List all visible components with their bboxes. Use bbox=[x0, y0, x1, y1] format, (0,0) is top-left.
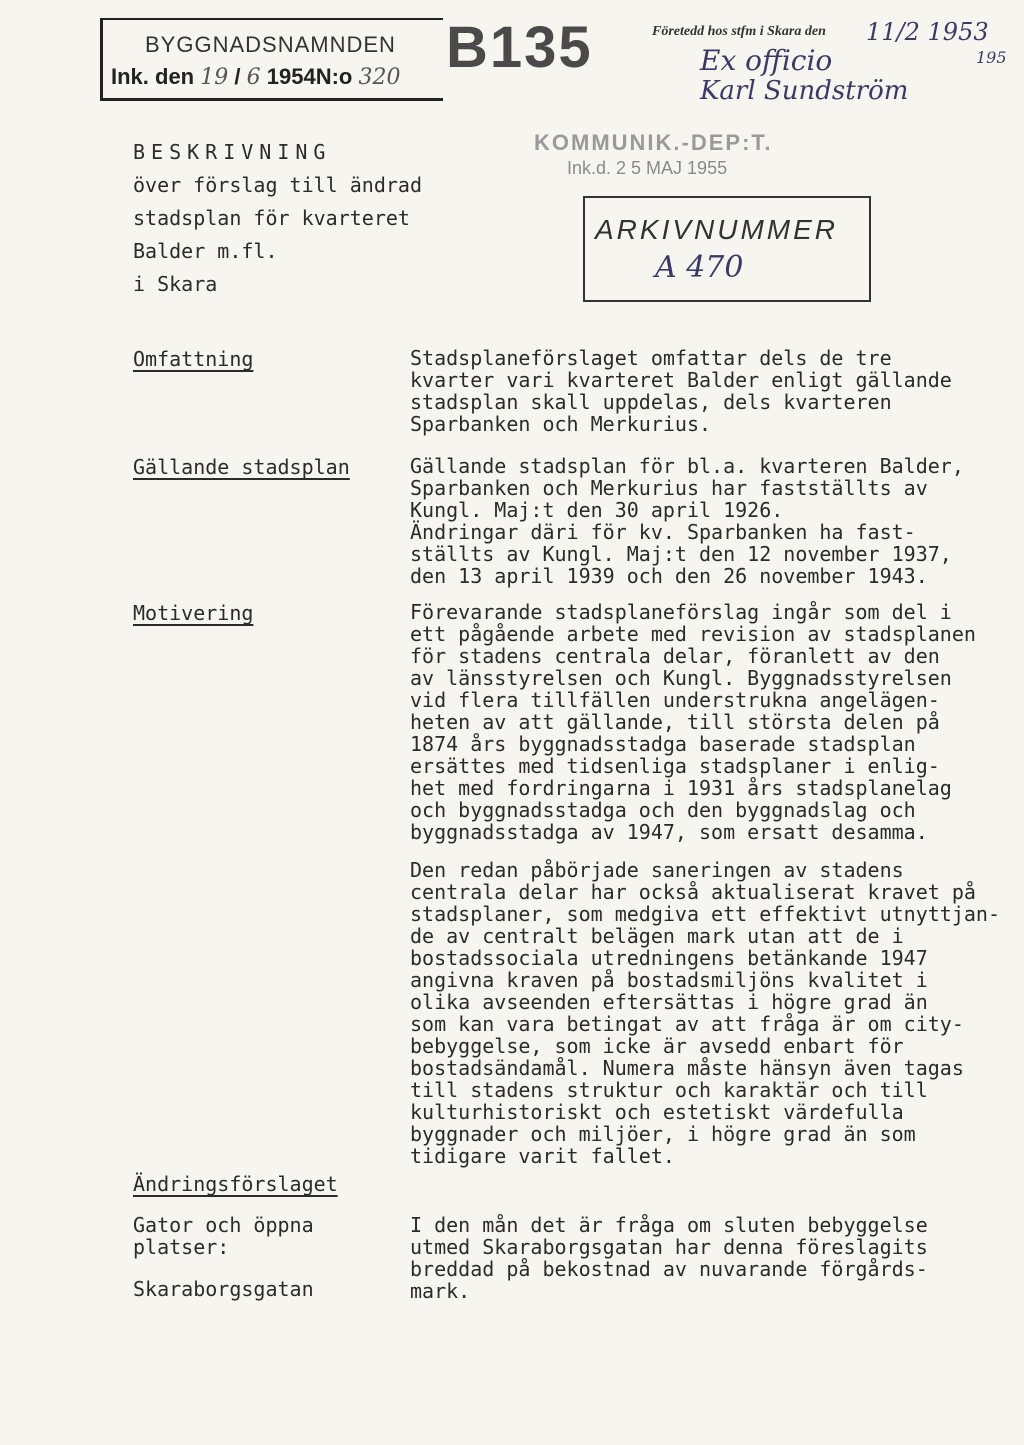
handwritten-number: 195 bbox=[976, 48, 1007, 67]
stamp-day: 19 bbox=[200, 65, 229, 90]
subsection-label-skaraborgsgatan: Skaraborgsgatan bbox=[133, 1277, 314, 1301]
handwritten-ex-officio: Ex officio bbox=[700, 44, 833, 77]
section-text-omfattning: Stadsplaneförslaget omfattar dels de tre kvarter vari kvarteret Balder enligt gällande stadsplan skall uppdelas, dels kvarteren Sparbanken och Merkurius. bbox=[410, 346, 952, 436]
arkivnummer-box bbox=[583, 196, 871, 302]
section-label-motivering: Motivering bbox=[133, 601, 254, 625]
title-heading: BESKRIVNING bbox=[133, 140, 332, 164]
handwritten-signature: Karl Sundström bbox=[700, 76, 909, 106]
stamp-org-name: BYGGNADSNAMNDEN bbox=[145, 32, 396, 57]
title-line-5: i Skara bbox=[133, 272, 218, 296]
document-title bbox=[133, 136, 422, 301]
byggnadsnamnden-stamp bbox=[100, 18, 443, 101]
section-label-gallande-stadsplan: Gällande stadsplan bbox=[133, 455, 350, 479]
section-text-gallande-stadsplan: Gällande stadsplan för bl.a. kvarteren Balder, Sparbanken och Merkurius har fastställts av Kungl. Maj:t den 30 april 1926. Ändringar däri för kv. Sparbanken ha fast- ställts av Kungl. Maj:t den 12 november 1937, den 13 april 1939 och den 26 november 1943. bbox=[410, 454, 964, 588]
arkivnummer-label: ARKIVNUMMER bbox=[595, 214, 839, 245]
b135-stamp: B135 bbox=[446, 15, 593, 80]
section-text-motivering-2: Den redan påbörjade saneringen av stadens centrala delar har också aktualiserat kravet på stadsplaner, som medgiva ett effektivt utnyttjan- de av centralt belägen mark utan att de i bostadssociala utredningens betänkande 1947 angivna kraven på bostadsmiljöns kvalitet i olika avseenden eftersättas i högre grad än som kan vara betingat av att fråga är om city- bebyggelse, som icke är avsedd enbart för bostadsändamål. Numera måste hänsyn även tagas till stadens struktur och karaktär och till kulturhistoriskt och estetiskt värdefulla byggnader och miljöer, i högre grad än som tidigare varit fallet. bbox=[410, 858, 1001, 1168]
section-text-motivering-1: Förevarande stadsplaneförslag ingår som del i ett pågående arbete med revision av stadsplanen för stadens centrala delar, föranlett av den av länsstyrelsen och Kungl. Byggnadsstyrelsen vid flera tillfällen understrukna angelägen- heten av att gällande, till största delen på 1874 års byggnadsstadga baserade stadsplan ersättes med tidsenliga stadsplaner i enlig- het med fordringarna i 1931 års stadsplanelag och byggnadsstadga och den byggnadslag och byggnadsstadga av 1947, som ersatt desamma. bbox=[410, 600, 976, 844]
section-label-omfattning: Omfattning bbox=[133, 347, 254, 371]
stamp-year: 1954 bbox=[266, 64, 316, 89]
received-date-stamp: Ink.d. 2 5 MAJ 1955 bbox=[567, 158, 728, 178]
title-line-2: över förslag till ändrad bbox=[133, 173, 422, 197]
subsection-label-gator: Gator och öppna platser: bbox=[133, 1213, 314, 1259]
box-top-border bbox=[585, 196, 869, 198]
stamp-num-label: N:o bbox=[315, 64, 353, 89]
title-line-4: Balder m.fl. bbox=[133, 239, 278, 263]
stamp-num: 320 bbox=[358, 65, 401, 90]
section-text-andringsforslaget: I den mån det är fråga om sluten bebyggelse utmed Skaraborgsgatan har denna föreslagits breddad på bekostnad av nuvarande förgårds- mark. bbox=[410, 1213, 928, 1303]
stamp-month: 6 bbox=[246, 65, 261, 90]
kommunik-dept-stamp: KOMMUNIK.-DEP:T. bbox=[534, 130, 773, 155]
handwritten-date: 11/2 1953 bbox=[866, 18, 989, 46]
arkivnummer-value: A 470 bbox=[655, 250, 744, 285]
section-label-andringsforslaget: Ändringsförslaget bbox=[133, 1172, 338, 1196]
stamp-received-row: Ink. den 19 / 6 1954N:o 320 bbox=[111, 64, 401, 90]
foreteed-stamp: Företedd hos stfm i Skara den bbox=[652, 24, 826, 39]
title-line-3: stadsplan för kvarteret bbox=[133, 206, 410, 230]
stamp-prefix: Ink. den bbox=[111, 64, 195, 89]
